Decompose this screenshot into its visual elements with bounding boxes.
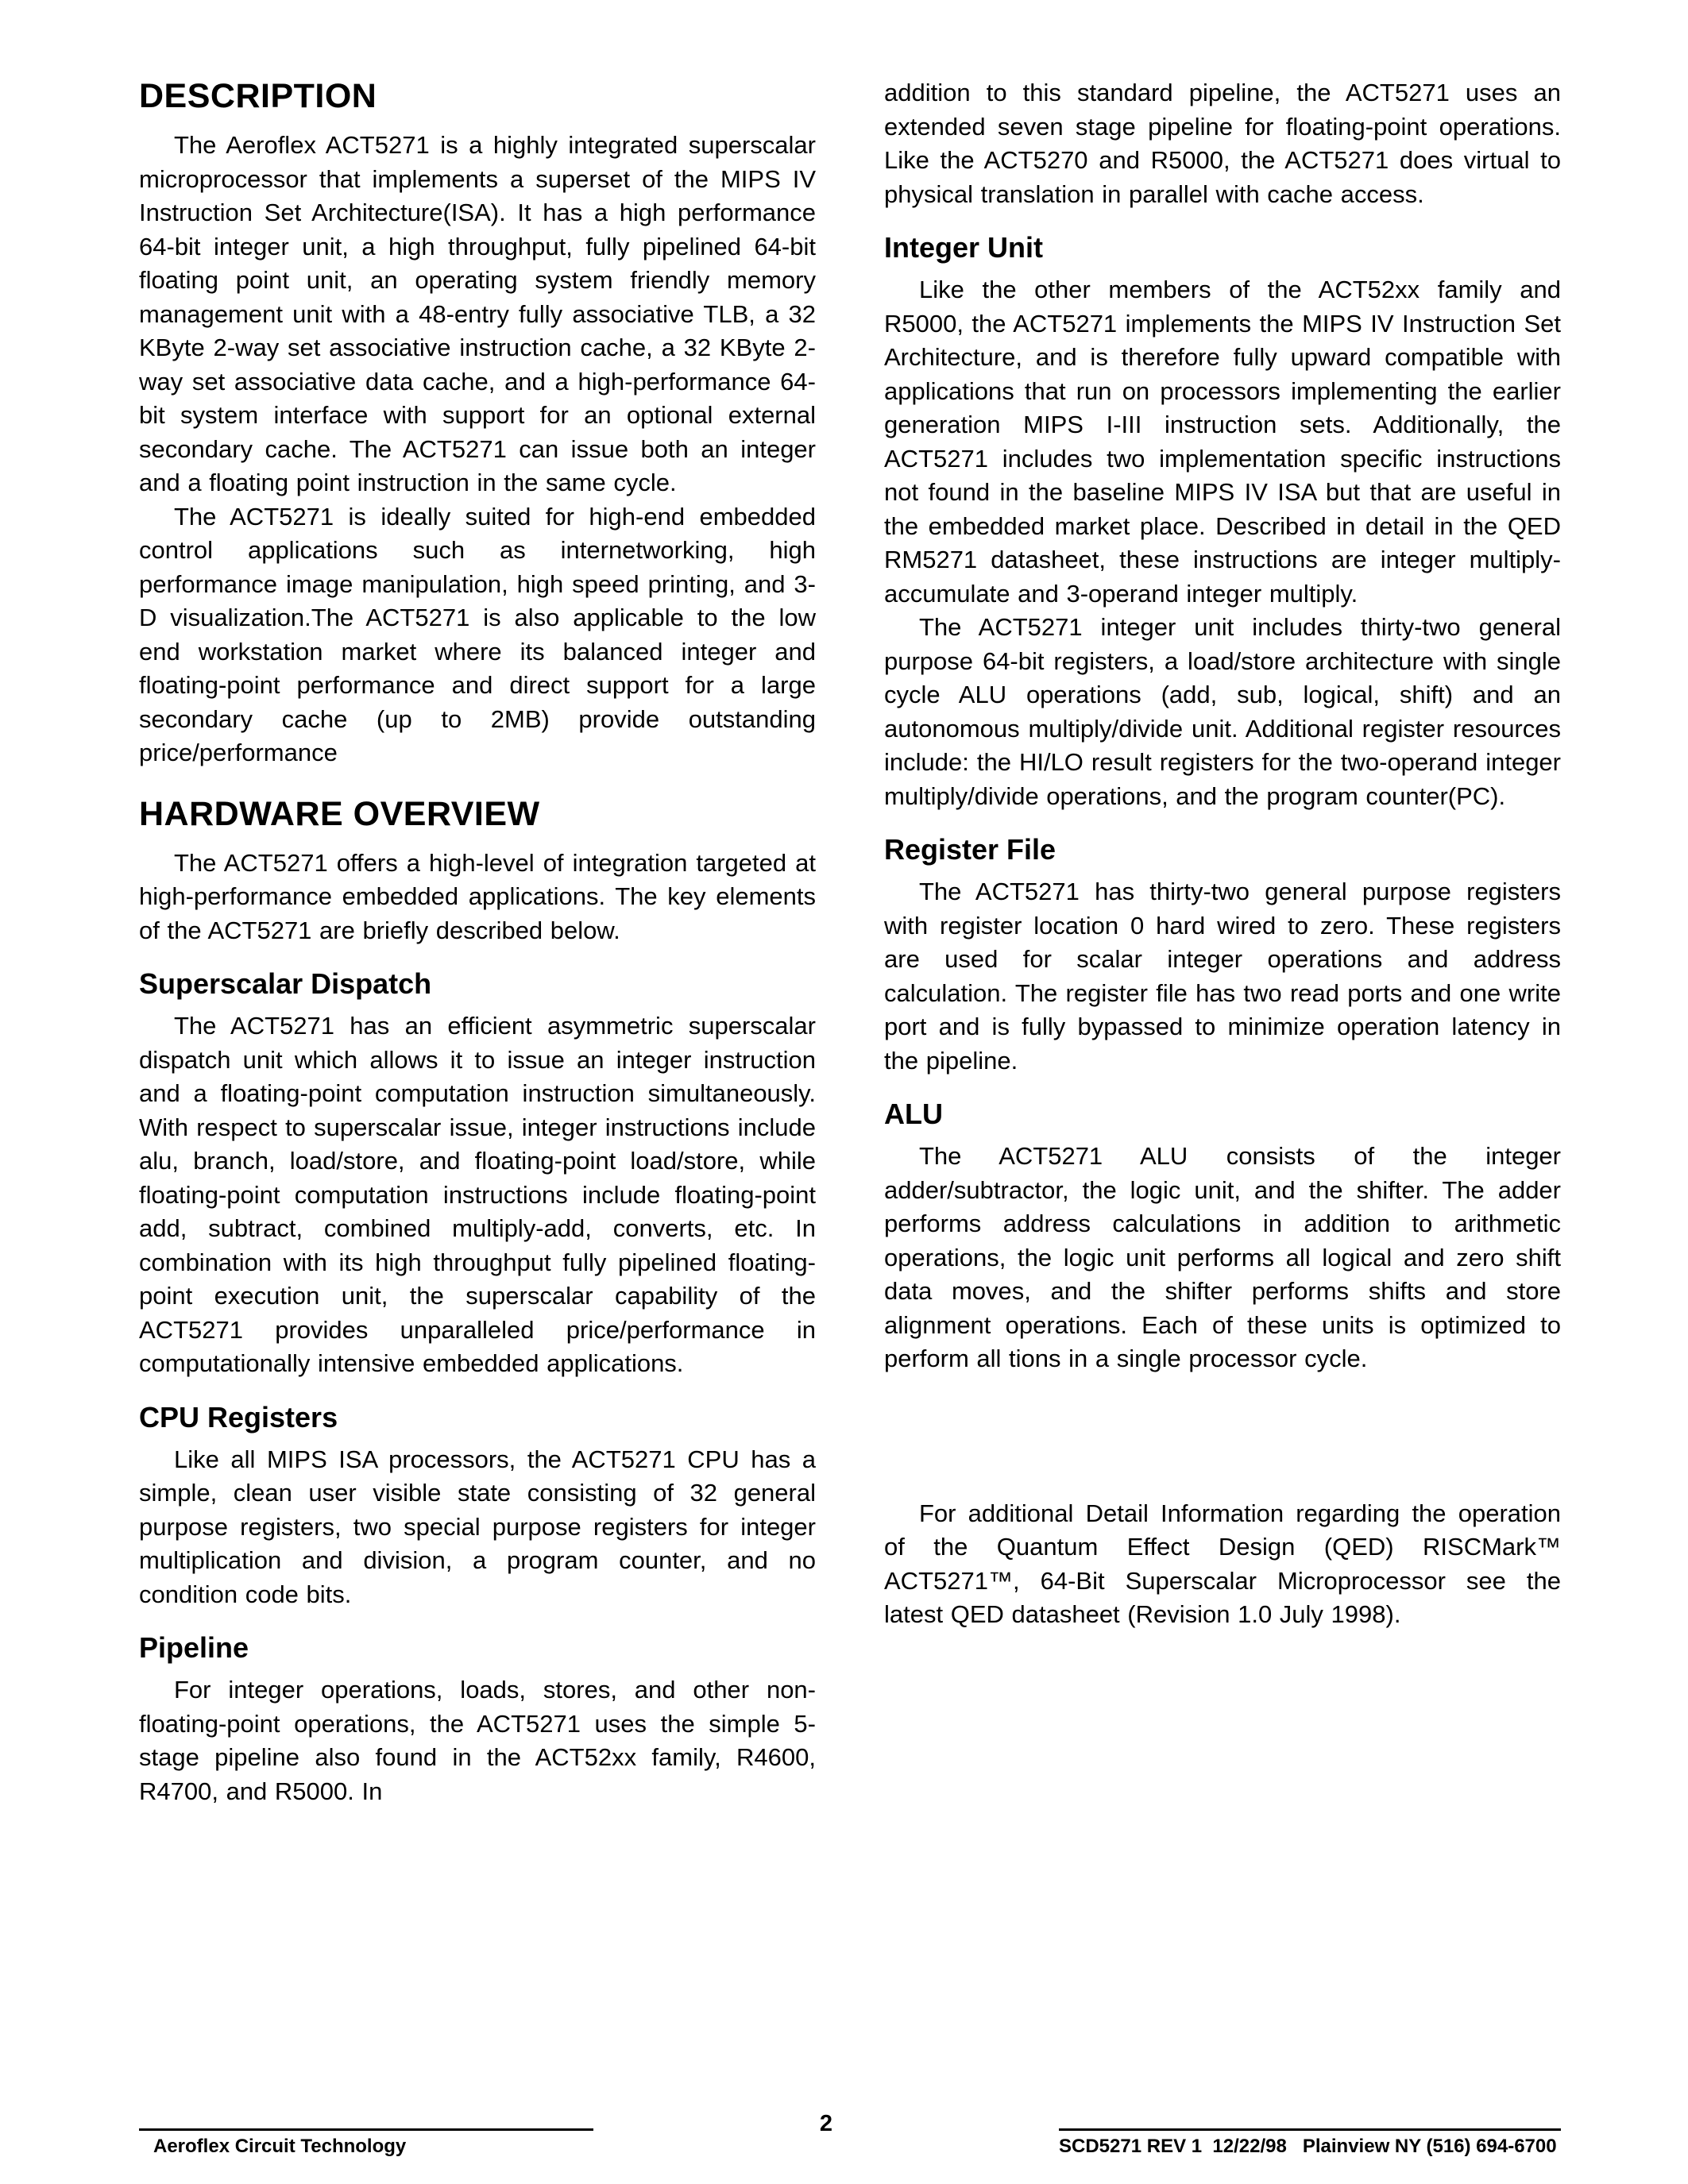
- column-spacer: [884, 1376, 1561, 1497]
- section-heading: HARDWARE OVERVIEW: [139, 794, 540, 833]
- paragraph: The ACT5271 has an efficient asymmetric superscalar dispatch unit which allows it to issue an integer instruction and a floating-point computation instruction simultaneously. With respect to superscalar issue, integer instructions include alu, branch, load/store, and floating-point load/store, while floating-point computation instructions include floating-point add, subtract, combined multiply-add, converts, etc. In combination with its high throughput fully pipelined floating-point execution unit, the superscalar capability of the ACT5271 provides unparalleled price/performance in computationally intensive embedded applications.: [139, 1012, 816, 1377]
- paragraph: Like the other members of the ACT52xx family and R5000, the ACT5271 implements the MIPS IV Instruction Set Architecture, and is therefore fully upward compatible with applications that run on processors implementing the earlier generation MIPS I-III instruction sets. Additionally, the ACT5271 includes two implementation specific instructions not found in the baseline MIPS IV ISA but that are useful in the embedded market place. Described in detail in the QED RM5271 datasheet, these instructions are integer multiply-accumulate and 3-operand integer multiply.: [884, 276, 1561, 608]
- subsection-heading: Register File: [884, 833, 1056, 866]
- paragraph: The ACT5271 is ideally suited for high-end embedded control applications such as internetworking, high performance image manipulation, high speed printing, and 3-D visualization.The ACT5271 is also applicable to the low end workstation market where its balanced integer and floating-point performance and direct support for a large secondary cache (up to 2MB) provide outstanding price/performance: [139, 502, 816, 766]
- page-number: 2: [819, 2111, 833, 2136]
- subsection-heading: Integer Unit: [884, 231, 1044, 264]
- paragraph: The Aeroflex ACT5271 is a highly integrated superscalar microprocessor that implements a superset of the MIPS IV Instruction Set Architecture(ISA). It has a high performance 64-bit integer unit, a high throughput, fully pipelined 64-bit floating point unit, an operating system friendly memory management unit with a 48-entry fully associative TLB, a 32 KByte 2-way set associative instruction cache, a 32 KByte 2-way set associative data cache, and a high-performance 64-bit system interface with support for an optional external secondary cache. The ACT5271 can issue both an integer and a floating point instruction in the same cycle.: [139, 131, 816, 496]
- paragraph: Like all MIPS ISA processors, the ACT5271 CPU has a simple, clean user visible state consisting of 32 general purpose registers, two special purpose registers for integer multiplication and division, a program counter, and no condition code bits.: [139, 1445, 816, 1608]
- paragraph: The ACT5271 offers a high-level of integration targeted at high-performance embedded applications. The key elements of the ACT5271 are briefly described below.: [139, 848, 816, 944]
- page-body: [139, 76, 1561, 1808]
- footer-doc-info: SCD5271 REV 1 12/22/98 Plainview NY (516) 694-6700: [1059, 2128, 1561, 2158]
- subsection-heading: Superscalar Dispatch: [139, 967, 432, 1000]
- paragraph: For integer operations, loads, stores, and other non-floating-point operations, the ACT5271 uses the simple 5-stage pipeline also found in the ACT52xx family, R4600, R4700, and R5000. In: [139, 1676, 816, 1805]
- paragraph: addition to this standard pipeline, the ACT5271 uses an extended seven stage pipeline for floating-point operations. Like the ACT5270 and R5000, the ACT5271 does virtual to physical translation in parallel with cache access.: [884, 79, 1561, 208]
- subsection-heading: Pipeline: [139, 1631, 249, 1664]
- section-heading: DESCRIPTION: [139, 77, 377, 115]
- paragraph: The ACT5271 has thirty-two general purpose registers with register location 0 hard wired to zero. These registers are used for scalar integer operations and address calculation. The register file has two read ports and one write port and is fully bypassed to minimize operation latency in the pipeline.: [884, 878, 1561, 1075]
- page-footer: [139, 2111, 1561, 2158]
- subsection-heading: CPU Registers: [139, 1400, 338, 1433]
- subsection-heading: ALU: [884, 1098, 943, 1130]
- paragraph: The ACT5271 ALU consists of the integer adder/subtractor, the logic unit, and the shifter. The adder performs address calculations in addition to arithmetic operations, the logic unit performs all logical and zero shift data moves, and the shifter performs shifts and store alignment operations. Each of these units is optimized to perform all tions in a single processor cycle.: [884, 1142, 1561, 1372]
- paragraph: The ACT5271 integer unit includes thirty-two general purpose 64-bit registers, a load/store architecture with single cycle ALU operations (add, sub, logical, shift) and an autonomous multiply/divide unit. Additional register resources include: the HI/LO result registers for the two-operand integer multiply/divide operations, and the program counter(PC).: [884, 613, 1561, 810]
- paragraph: For additional Detail Information regarding the operation of the Quantum Effect Design (QED) RISCMark™ ACT5271™, 64-Bit Superscalar Microprocessor see the latest QED datasheet (Revision 1.0 July 1998).: [884, 1499, 1561, 1628]
- left-column: [139, 76, 816, 1808]
- footer-company: Aeroflex Circuit Technology: [139, 2128, 593, 2158]
- right-column: [884, 76, 1561, 1808]
